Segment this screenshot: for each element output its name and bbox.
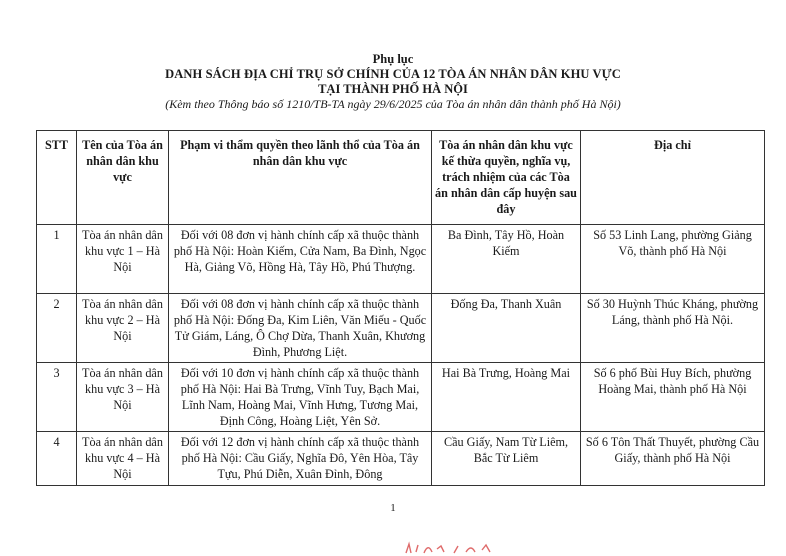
row-inherited-courts: Ba Đình, Tây Hồ, Hoàn Kiếm	[432, 225, 581, 294]
page-number: 1	[390, 502, 396, 514]
document-title-line1: DANH SÁCH ĐỊA CHỈ TRỤ SỞ CHÍNH CỦA 12 TÒA ÁN NHÂN DÂN KHU VỰC	[165, 67, 621, 81]
red-stamp-mark	[404, 540, 496, 554]
row-stt: 1	[37, 225, 77, 294]
row-court-name: Tòa án nhân dân khu vực 1 – Hà Nội	[77, 225, 169, 294]
column-header-jurisdiction: Phạm vi thẩm quyền theo lãnh thổ của Tòa án nhân dân khu vực	[169, 131, 432, 225]
row-jurisdiction: Đối với 12 đơn vị hành chính cấp xã thuộc thành phố Hà Nội: Cầu Giấy, Nghĩa Đô, Yên Hòa, Tây Tựu, Phú Diễn, Xuân Đỉnh, Đông	[169, 432, 432, 486]
court-address-table	[36, 130, 765, 486]
row-address: Số 6 phố Bùi Huy Bích, phường Hoàng Mai, thành phố Hà Nội	[581, 363, 765, 432]
table-row	[37, 363, 765, 432]
table-row	[37, 294, 765, 363]
row-stt: 4	[37, 432, 77, 486]
document-reference-note: (Kèm theo Thông báo số 1210/TB-TA ngày 29/6/2025 của Tòa án nhân dân thành phố Hà Nội)	[165, 97, 621, 111]
appendix-label: Phụ lục	[372, 52, 414, 66]
row-court-name: Tòa án nhân dân khu vực 4 – Hà Nội	[77, 432, 169, 486]
row-inherited-courts: Cầu Giấy, Nam Từ Liêm, Bắc Từ Liêm	[432, 432, 581, 486]
row-inherited-courts: Hai Bà Trưng, Hoàng Mai	[432, 363, 581, 432]
row-jurisdiction: Đối với 08 đơn vị hành chính cấp xã thuộc thành phố Hà Nội: Đống Đa, Kim Liên, Văn Miếu - Quốc Tử Giám, Láng, Ô Chợ Dừa, Thanh Xuân, Khương Đình, Phương Liệt.	[169, 294, 432, 363]
row-address: Số 30 Huỳnh Thúc Kháng, phường Láng, thành phố Hà Nội.	[581, 294, 765, 363]
row-court-name: Tòa án nhân dân khu vực 2 – Hà Nội	[77, 294, 169, 363]
column-header-inherited-courts: Tòa án nhân dân khu vực kế thừa quyền, nghĩa vụ, trách nhiệm của các Tòa án nhân dân cấp huyện sau đây	[432, 131, 581, 225]
table-row	[37, 432, 765, 486]
row-stt: 2	[37, 294, 77, 363]
column-header-court-name: Tên của Tòa án nhân dân khu vực	[77, 131, 169, 225]
row-stt: 3	[37, 363, 77, 432]
document-title-line2: TẠI THÀNH PHỐ HÀ NỘI	[318, 82, 468, 96]
row-jurisdiction: Đối với 10 đơn vị hành chính cấp xã thuộc thành phố Hà Nội: Hai Bà Trưng, Vĩnh Tuy, Bạch Mai, Lĩnh Nam, Hoàng Mai, Vĩnh Hưng, Tương Mai, Định Công, Hoàng Liệt, Yên Sở.	[169, 363, 432, 432]
table-row	[37, 225, 765, 294]
column-header-address: Địa chỉ	[581, 131, 765, 225]
row-address: Số 53 Linh Lang, phường Giảng Võ, thành phố Hà Nội	[581, 225, 765, 294]
row-inherited-courts: Đống Đa, Thanh Xuân	[432, 294, 581, 363]
row-jurisdiction: Đối với 08 đơn vị hành chính cấp xã thuộc thành phố Hà Nội: Hoàn Kiếm, Cửa Nam, Ba Đình, Ngọc Hà, Giảng Võ, Hồng Hà, Tây Hồ, Phú Thượng.	[169, 225, 432, 294]
row-address: Số 6 Tôn Thất Thuyết, phường Cầu Giấy, thành phố Hà Nội	[581, 432, 765, 486]
table-header-row	[37, 131, 765, 225]
column-header-stt: STT	[37, 131, 77, 225]
row-court-name: Tòa án nhân dân khu vực 3 – Hà Nội	[77, 363, 169, 432]
